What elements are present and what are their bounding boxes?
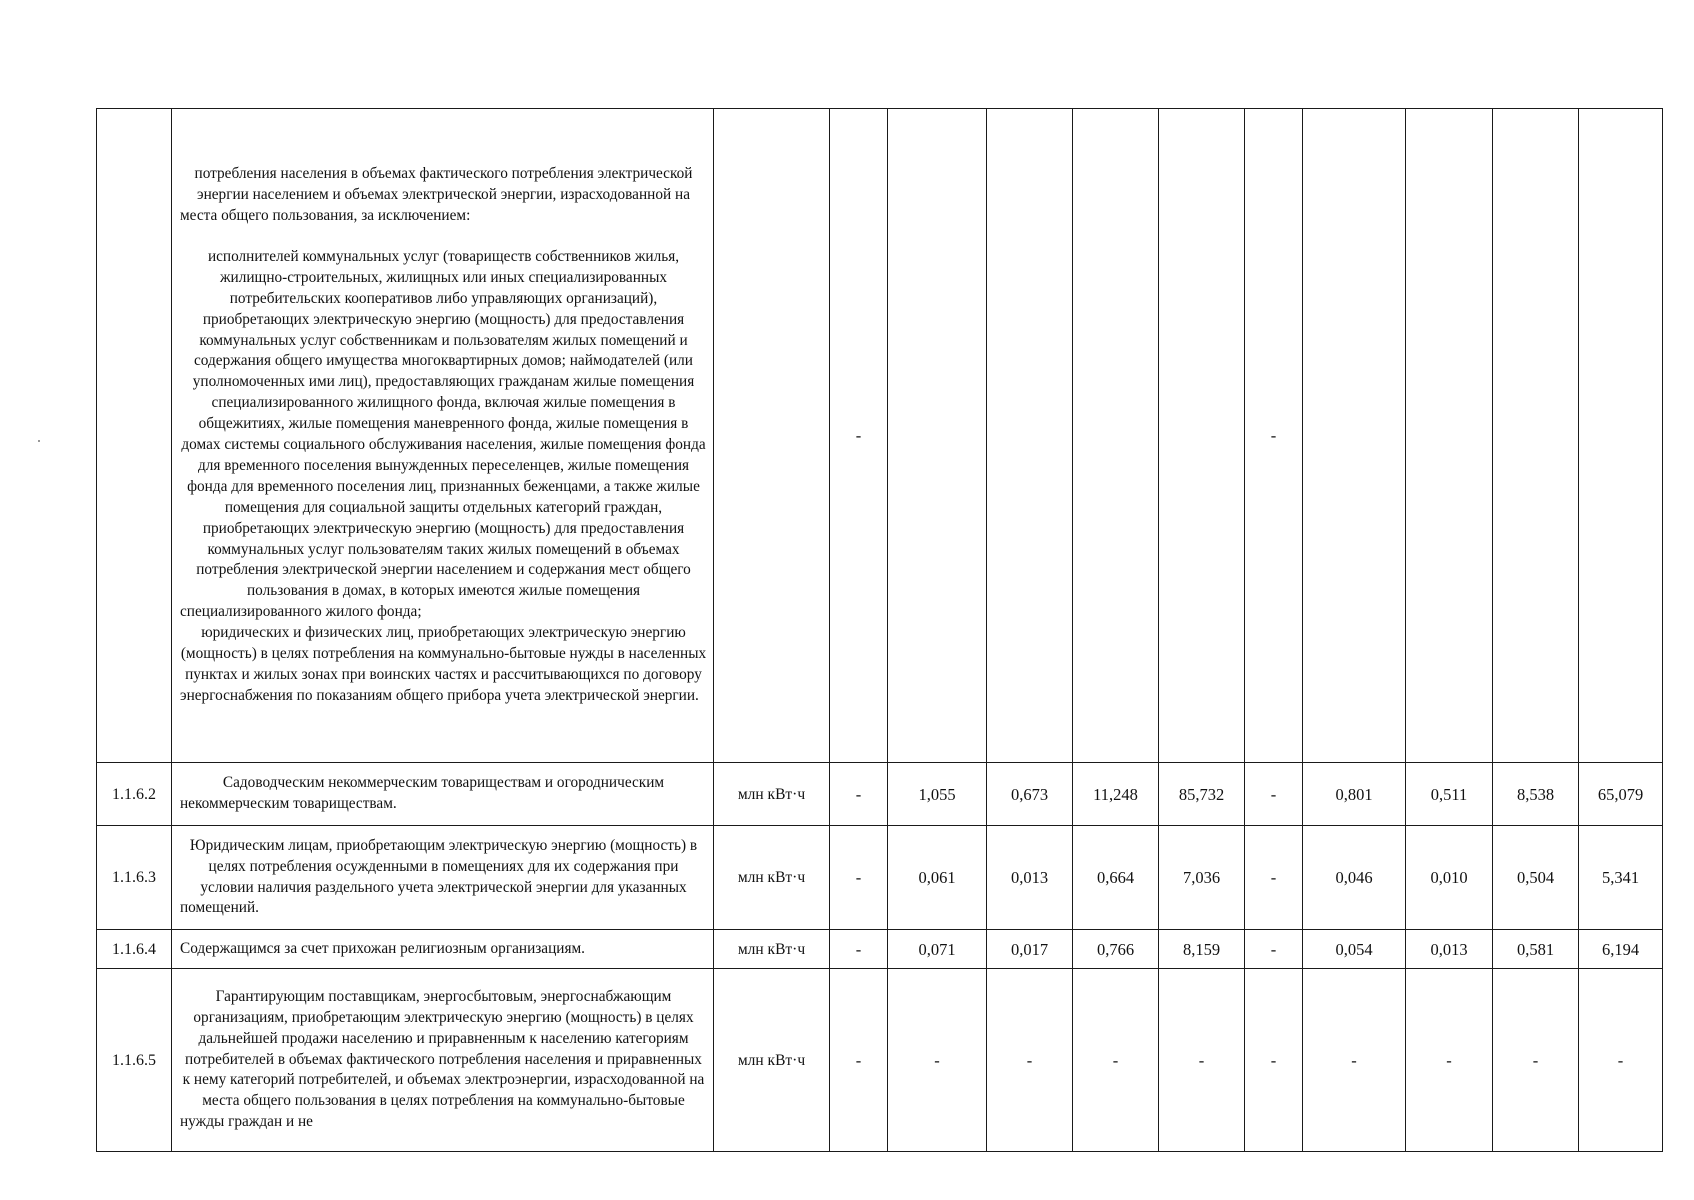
value-cell — [1406, 109, 1493, 763]
description-paragraph: Юридическим лицам, приобретающим электрическую энергию (мощность) в целях потребления осужденными в помещениях для их содержания при условии наличия раздельного учета электрической энергии для указанных помещений. — [180, 836, 698, 917]
value-cell: - — [888, 969, 987, 1152]
row-description — [172, 930, 714, 969]
unit-cell — [714, 109, 830, 763]
value-cell: - — [1245, 969, 1303, 1152]
value-cell: - — [1245, 763, 1303, 826]
row-description — [172, 826, 714, 930]
table-row — [97, 826, 1663, 930]
value-cell: - — [1303, 969, 1406, 1152]
value-cell: - — [830, 969, 888, 1152]
description-paragraph: Содержащимся за счет прихожан религиозным организациям. — [180, 939, 585, 957]
value-cell: 0,017 — [987, 930, 1073, 969]
value-cell: - — [830, 930, 888, 969]
table-row — [97, 969, 1663, 1152]
table-row — [97, 109, 1663, 763]
table-row — [97, 763, 1663, 826]
value-cell: 8,538 — [1493, 763, 1579, 826]
value-cell: 0,010 — [1406, 826, 1493, 930]
value-cell: 0,664 — [1073, 826, 1159, 930]
value-cell: 0,013 — [987, 826, 1073, 930]
value-cell: 0,581 — [1493, 930, 1579, 969]
row-description — [172, 763, 714, 826]
value-cell: 1,055 — [888, 763, 987, 826]
scan-speck — [38, 440, 40, 442]
value-cell: - — [830, 826, 888, 930]
row-description — [172, 969, 714, 1152]
description-paragraph: потребления населения в объемах фактического потребления электрической энергии населением и объемах электрической энергии, израсходованной на места общего пользования, за исключением: — [180, 165, 693, 224]
value-cell: - — [987, 969, 1073, 1152]
value-cell: 0,801 — [1303, 763, 1406, 826]
value-cell: - — [1245, 109, 1303, 763]
value-cell: 8,159 — [1159, 930, 1245, 969]
unit-cell: млн кВт·ч — [714, 969, 830, 1152]
value-cell — [987, 109, 1073, 763]
value-cell: 65,079 — [1579, 763, 1663, 826]
value-cell — [1579, 109, 1663, 763]
unit-cell: млн кВт·ч — [714, 826, 830, 930]
value-cell: 0,673 — [987, 763, 1073, 826]
value-cell: 0,766 — [1073, 930, 1159, 969]
value-cell: 0,013 — [1406, 930, 1493, 969]
value-cell: - — [1245, 826, 1303, 930]
value-cell — [1303, 109, 1406, 763]
row-number — [97, 109, 172, 763]
value-cell: 5,341 — [1579, 826, 1663, 930]
table-row — [97, 930, 1663, 969]
value-cell: 85,732 — [1159, 763, 1245, 826]
unit-cell: млн кВт·ч — [714, 930, 830, 969]
value-cell: - — [1579, 969, 1663, 1152]
value-cell: - — [1159, 969, 1245, 1152]
value-cell: 11,248 — [1073, 763, 1159, 826]
value-cell — [1493, 109, 1579, 763]
description-paragraph: юридических и физических лиц, приобретающих электрическую энергию (мощность) в целях потребления на коммунально-бытовые нужды в населенных пунктах и жилых зонах при воинских частях и рассчитывающихся по договору энергоснабжения по показаниям общего прибора учета электрической энергии. — [180, 624, 707, 704]
value-cell: 0,071 — [888, 930, 987, 969]
value-cell: 0,504 — [1493, 826, 1579, 930]
row-number: 1.1.6.4 — [97, 930, 172, 969]
value-cell: 0,046 — [1303, 826, 1406, 930]
data-table — [96, 108, 1663, 1152]
description-paragraph: исполнителей коммунальных услуг (товариществ собственников жилья, жилищно-строительных, жилищных или иных специализированных потребительских кооперативов либо управляющих организаций), приобретающих электрическую энергию (мощность) для предоставления коммунальных услуг собственникам и пользователям жилых помещений и содержания общего имущества многоквартирных домов; наймодателей (или уполномоченных ими лиц), предоставляющих гражданам жилые помещения специализированного жилищного фонда, включая жилые помещения в общежитиях, жилые помещения маневренного фонда, жилые помещения в домах системы социального обслуживания населения, жилые помещения фонда для временного поселения вынужденных переселенцев, жилые помещения фонда для временного поселения лиц, признанных беженцами, а также жилые помещения для социальной защиты отдельных категорий граждан, приобретающих электрическую энергию (мощность) для предоставления коммунальных услуг пользователям таких жилых помещений в объемах потребления электрической энергии населением и содержания мест общего пользования в домах, в которых имеются жилые помещения специализированного жилого фонда; — [180, 247, 706, 621]
value-cell: - — [1245, 930, 1303, 969]
description-paragraph: Садоводческим некоммерческим товариществам и огородническим некоммерческим товариществам. — [180, 774, 665, 812]
value-cell: 7,036 — [1159, 826, 1245, 930]
row-number: 1.1.6.5 — [97, 969, 172, 1152]
value-cell: - — [1493, 969, 1579, 1152]
row-description — [172, 109, 714, 763]
value-cell: - — [1073, 969, 1159, 1152]
description-paragraph: Гарантирующим поставщикам, энергосбытовым, энергоснабжающим организациям, приобретающим электрическую энергию (мощность) в целях дальнейшей продажи населению и приравненным к населению категориям потребителей в объемах фактического потребления населения и приравненных к нему категорий потребителей, и объемах электроэнергии, израсходованной на места общего пользования в целях потребления на коммунально-бытовые нужды граждан и не — [180, 987, 705, 1131]
value-cell: - — [830, 109, 888, 763]
value-cell — [1073, 109, 1159, 763]
value-cell — [1159, 109, 1245, 763]
unit-cell: млн кВт·ч — [714, 763, 830, 826]
value-cell: 6,194 — [1579, 930, 1663, 969]
value-cell: 0,061 — [888, 826, 987, 930]
value-cell: - — [830, 763, 888, 826]
value-cell: 0,054 — [1303, 930, 1406, 969]
row-number: 1.1.6.3 — [97, 826, 172, 930]
row-number: 1.1.6.2 — [97, 763, 172, 826]
value-cell: - — [1406, 969, 1493, 1152]
value-cell — [888, 109, 987, 763]
value-cell: 0,511 — [1406, 763, 1493, 826]
